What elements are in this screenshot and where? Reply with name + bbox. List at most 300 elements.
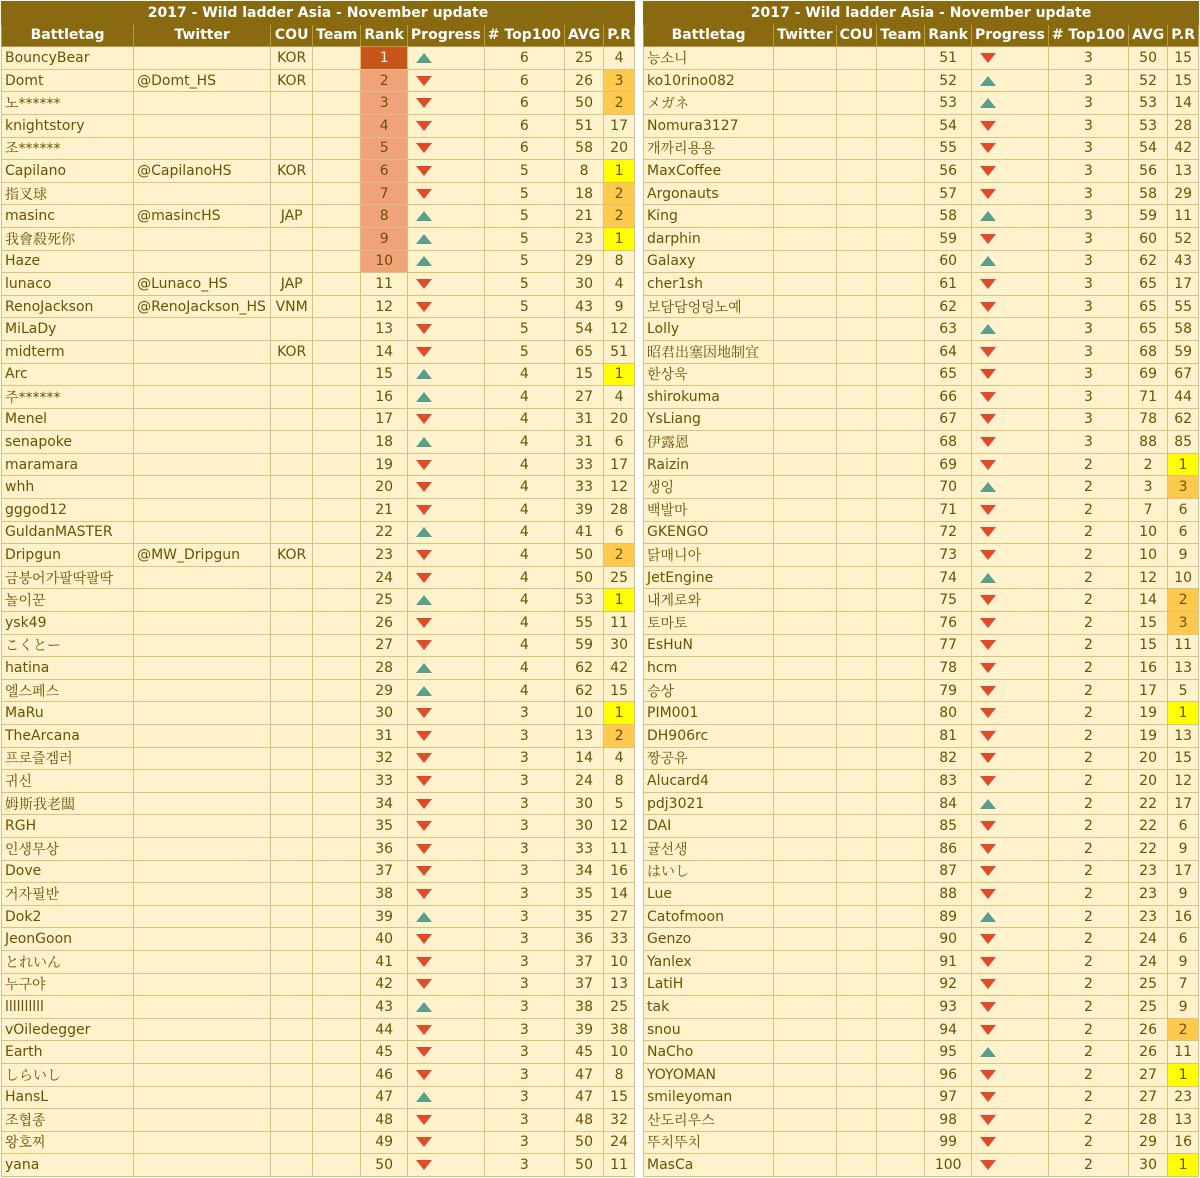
battletag-cell: Argonauts [644, 182, 774, 205]
triangle-down-icon [980, 505, 996, 515]
rank-cell: 82 [925, 747, 972, 770]
team-cell [877, 92, 925, 115]
triangle-down-icon [980, 279, 996, 289]
avg-cell: 19 [1128, 725, 1167, 748]
twitter-cell: @Lunaco_HS [134, 273, 271, 296]
progress-cell [971, 1109, 1048, 1132]
triangle-down-icon [980, 234, 996, 244]
table-body-right [644, 47, 1199, 1177]
country-cell: VNM [271, 295, 313, 318]
rank-cell: 13 [361, 318, 408, 341]
progress-cell [407, 905, 484, 928]
battletag-cell: knightstory [2, 114, 134, 137]
progress-cell [407, 92, 484, 115]
battletag-cell: senapoke [2, 431, 134, 454]
country-cell [271, 1131, 313, 1154]
team-cell [313, 47, 361, 70]
team-cell [313, 160, 361, 183]
battletag-cell: 귤선생 [644, 837, 774, 860]
top100-cell: 2 [1048, 521, 1128, 544]
battletag-cell: Dok2 [2, 905, 134, 928]
team-cell [877, 340, 925, 363]
country-cell [271, 815, 313, 838]
twitter-cell [134, 1041, 271, 1064]
progress-cell [407, 386, 484, 409]
twitter-cell [774, 725, 837, 748]
pr-cell: 62 [1168, 408, 1199, 431]
twitter-cell [134, 566, 271, 589]
column-header-rank: Rank [925, 24, 972, 47]
progress-cell [971, 453, 1048, 476]
table-row [644, 340, 1199, 363]
progress-cell [971, 318, 1048, 341]
battletag-cell: Galaxy [644, 250, 774, 273]
twitter-cell [134, 1109, 271, 1132]
twitter-cell [134, 860, 271, 883]
country-cell [836, 657, 877, 680]
avg-cell: 25 [564, 47, 603, 70]
table-row [2, 747, 635, 770]
team-cell [313, 589, 361, 612]
team-cell [877, 792, 925, 815]
battletag-cell: 뚜치뚜치 [644, 1131, 774, 1154]
progress-cell [407, 499, 484, 522]
country-cell [836, 815, 877, 838]
progress-cell [407, 205, 484, 228]
twitter-cell [134, 431, 271, 454]
rank-cell: 36 [361, 837, 408, 860]
pr-cell: 4 [604, 386, 635, 409]
team-cell [877, 160, 925, 183]
table-row [2, 815, 635, 838]
triangle-up-icon [416, 1002, 432, 1012]
table-row [2, 770, 635, 793]
table-row [2, 182, 635, 205]
top100-cell: 4 [484, 521, 564, 544]
progress-cell [971, 973, 1048, 996]
top100-cell: 4 [484, 431, 564, 454]
triangle-down-icon [980, 392, 996, 402]
battletag-cell: 토마토 [644, 612, 774, 635]
battletag-cell: MasCa [644, 1154, 774, 1177]
team-cell [313, 453, 361, 476]
triangle-up-icon [980, 256, 996, 266]
table-row [2, 792, 635, 815]
table-row [644, 860, 1199, 883]
table-row [2, 114, 635, 137]
triangle-down-icon [416, 708, 432, 718]
avg-cell: 33 [564, 837, 603, 860]
battletag-cell: YOYOMAN [644, 1063, 774, 1086]
country-cell [271, 182, 313, 205]
team-cell [877, 295, 925, 318]
rank-cell: 68 [925, 431, 972, 454]
battletag-cell: とれいん [2, 950, 134, 973]
twitter-cell [774, 92, 837, 115]
rank-cell: 29 [361, 679, 408, 702]
pr-cell: 13 [1168, 657, 1199, 680]
pr-cell: 8 [604, 1063, 635, 1086]
top100-cell: 3 [484, 1131, 564, 1154]
country-cell [836, 1109, 877, 1132]
battletag-cell: 닭매니아 [644, 544, 774, 567]
top100-cell: 3 [484, 860, 564, 883]
table-row [2, 295, 635, 318]
battletag-cell: pdj3021 [644, 792, 774, 815]
battletag-cell: 한상욱 [644, 363, 774, 386]
team-cell [313, 860, 361, 883]
pr-cell: 2 [604, 182, 635, 205]
rank-cell: 95 [925, 1041, 972, 1064]
column-header-pr: P.R [1168, 24, 1199, 47]
top100-cell: 2 [1048, 905, 1128, 928]
team-cell [313, 250, 361, 273]
pr-cell: 6 [604, 521, 635, 544]
avg-cell: 27 [564, 386, 603, 409]
battletag-cell: GKENGO [644, 521, 774, 544]
battletag-cell: smileyoman [644, 1086, 774, 1109]
pr-cell: 25 [604, 996, 635, 1019]
top100-cell: 4 [484, 634, 564, 657]
triangle-down-icon [980, 527, 996, 537]
rank-cell: 6 [361, 160, 408, 183]
avg-cell: 30 [1128, 1154, 1167, 1177]
triangle-down-icon [416, 1137, 432, 1147]
rank-cell: 63 [925, 318, 972, 341]
avg-cell: 26 [1128, 1018, 1167, 1041]
top100-cell: 2 [1048, 883, 1128, 906]
avg-cell: 53 [1128, 114, 1167, 137]
country-cell [836, 408, 877, 431]
pr-cell: 15 [1168, 47, 1199, 70]
country-cell [271, 453, 313, 476]
battletag-cell: snou [644, 1018, 774, 1041]
twitter-cell [134, 612, 271, 635]
team-cell [877, 815, 925, 838]
triangle-down-icon [980, 753, 996, 763]
country-cell [836, 1018, 877, 1041]
pr-cell: 44 [1168, 386, 1199, 409]
table-row [2, 160, 635, 183]
twitter-cell [774, 1109, 837, 1132]
team-cell [877, 634, 925, 657]
triangle-down-icon [416, 821, 432, 831]
avg-cell: 48 [564, 1109, 603, 1132]
team-cell [877, 747, 925, 770]
top100-cell: 4 [484, 363, 564, 386]
country-cell [836, 770, 877, 793]
pr-cell: 1 [604, 589, 635, 612]
twitter-cell [134, 657, 271, 680]
progress-cell [407, 69, 484, 92]
top100-cell: 4 [484, 544, 564, 567]
top100-cell: 3 [484, 973, 564, 996]
table-row [2, 363, 635, 386]
battletag-cell: Catofmoon [644, 905, 774, 928]
battletag-cell: 귀신 [2, 770, 134, 793]
rank-cell: 93 [925, 996, 972, 1019]
twitter-cell [774, 499, 837, 522]
rank-cell: 81 [925, 725, 972, 748]
progress-cell [407, 996, 484, 1019]
team-cell [877, 476, 925, 499]
battletag-cell: NaCho [644, 1041, 774, 1064]
top100-cell: 4 [484, 657, 564, 680]
country-cell [271, 1041, 313, 1064]
pr-cell: 52 [1168, 227, 1199, 250]
table-row [644, 114, 1199, 137]
progress-cell [407, 1154, 484, 1177]
top100-cell: 5 [484, 227, 564, 250]
country-cell [271, 657, 313, 680]
table-row [644, 996, 1199, 1019]
pr-cell: 17 [1168, 860, 1199, 883]
top100-cell: 5 [484, 205, 564, 228]
table-row [644, 747, 1199, 770]
progress-cell [407, 1131, 484, 1154]
table-row [644, 408, 1199, 431]
table-row [2, 476, 635, 499]
team-cell [313, 1041, 361, 1064]
triangle-up-icon [416, 392, 432, 402]
pr-cell: 11 [604, 837, 635, 860]
table-row [2, 1041, 635, 1064]
twitter-cell [774, 318, 837, 341]
progress-cell [971, 1041, 1048, 1064]
team-cell [877, 883, 925, 906]
rank-cell: 85 [925, 815, 972, 838]
twitter-cell [134, 318, 271, 341]
pr-cell: 1 [1168, 1154, 1199, 1177]
triangle-down-icon [980, 1160, 996, 1170]
rank-cell: 51 [925, 47, 972, 70]
table-row [644, 950, 1199, 973]
triangle-down-icon [416, 1160, 432, 1170]
triangle-up-icon [980, 98, 996, 108]
rank-cell: 75 [925, 589, 972, 612]
country-cell [271, 725, 313, 748]
pr-cell: 1 [604, 702, 635, 725]
twitter-cell [774, 612, 837, 635]
team-cell [877, 544, 925, 567]
triangle-up-icon [980, 912, 996, 922]
pr-cell: 4 [604, 747, 635, 770]
twitter-cell [774, 1063, 837, 1086]
team-cell [313, 408, 361, 431]
battletag-cell: Earth [2, 1041, 134, 1064]
table-row [2, 69, 635, 92]
progress-cell [971, 137, 1048, 160]
table-row [2, 386, 635, 409]
table-row [644, 657, 1199, 680]
progress-cell [407, 227, 484, 250]
avg-cell: 15 [564, 363, 603, 386]
avg-cell: 24 [1128, 928, 1167, 951]
battletag-cell: ko10rino082 [644, 69, 774, 92]
triangle-down-icon [980, 776, 996, 786]
pr-cell: 1 [604, 227, 635, 250]
avg-cell: 52 [1128, 69, 1167, 92]
pr-cell: 20 [604, 408, 635, 431]
pr-cell: 2 [604, 725, 635, 748]
country-cell [836, 725, 877, 748]
twitter-cell [774, 273, 837, 296]
ladder-table [1, 1, 635, 1177]
top100-cell: 4 [484, 499, 564, 522]
avg-cell: 7 [1128, 499, 1167, 522]
country-cell [271, 1063, 313, 1086]
avg-cell: 37 [564, 973, 603, 996]
progress-cell [971, 431, 1048, 454]
team-cell [877, 1018, 925, 1041]
rank-cell: 100 [925, 1154, 972, 1177]
top100-cell: 2 [1048, 1018, 1128, 1041]
progress-cell [971, 499, 1048, 522]
progress-cell [407, 182, 484, 205]
twitter-cell [774, 431, 837, 454]
team-cell [877, 386, 925, 409]
table-row [2, 860, 635, 883]
table-row [644, 499, 1199, 522]
pr-cell: 14 [604, 883, 635, 906]
country-cell [271, 996, 313, 1019]
team-cell [877, 453, 925, 476]
avg-cell: 54 [1128, 137, 1167, 160]
column-header-avg: AVG [1128, 24, 1167, 47]
avg-cell: 19 [1128, 702, 1167, 725]
top100-cell: 2 [1048, 1041, 1128, 1064]
battletag-cell: 놀이꾼 [2, 589, 134, 612]
table-row [644, 1086, 1199, 1109]
team-cell [313, 612, 361, 635]
twitter-cell [774, 476, 837, 499]
team-cell [877, 1131, 925, 1154]
battletag-cell: LatiH [644, 973, 774, 996]
triangle-up-icon [416, 437, 432, 447]
progress-cell [971, 1063, 1048, 1086]
twitter-cell [774, 770, 837, 793]
triangle-down-icon [416, 844, 432, 854]
avg-cell: 22 [1128, 837, 1167, 860]
triangle-down-icon [980, 934, 996, 944]
twitter-cell [134, 792, 271, 815]
pr-cell: 43 [1168, 250, 1199, 273]
pr-cell: 11 [604, 1154, 635, 1177]
progress-cell [971, 725, 1048, 748]
battletag-cell: メガネ [644, 92, 774, 115]
team-cell [877, 657, 925, 680]
top100-cell: 3 [1048, 47, 1128, 70]
progress-cell [407, 634, 484, 657]
pr-cell: 15 [604, 1086, 635, 1109]
triangle-down-icon [980, 437, 996, 447]
team-cell [877, 250, 925, 273]
country-cell [836, 386, 877, 409]
battletag-cell: Genzo [644, 928, 774, 951]
top100-cell: 3 [1048, 182, 1128, 205]
triangle-up-icon [980, 573, 996, 583]
country-cell [271, 883, 313, 906]
rank-cell: 79 [925, 679, 972, 702]
table-title: 2017 - Wild ladder Asia - November update [644, 2, 1199, 25]
battletag-cell: Nomura3127 [644, 114, 774, 137]
country-cell [271, 431, 313, 454]
twitter-cell [774, 996, 837, 1019]
team-cell [313, 114, 361, 137]
progress-cell [971, 928, 1048, 951]
twitter-cell [134, 725, 271, 748]
avg-cell: 23 [564, 227, 603, 250]
battletag-cell: Capilano [2, 160, 134, 183]
pr-cell: 13 [1168, 725, 1199, 748]
triangle-down-icon [416, 143, 432, 153]
top100-cell: 4 [484, 453, 564, 476]
top100-cell: 2 [1048, 499, 1128, 522]
top100-cell: 2 [1048, 612, 1128, 635]
team-cell [877, 182, 925, 205]
pr-cell: 32 [604, 1109, 635, 1132]
battletag-cell: yana [2, 1154, 134, 1177]
avg-cell: 2 [1128, 453, 1167, 476]
rank-cell: 58 [925, 205, 972, 228]
triangle-up-icon [980, 482, 996, 492]
pr-cell: 10 [604, 950, 635, 973]
country-cell [271, 747, 313, 770]
rank-cell: 45 [361, 1041, 408, 1064]
team-cell [877, 1086, 925, 1109]
top100-cell: 2 [1048, 1063, 1128, 1086]
rank-cell: 24 [361, 566, 408, 589]
top100-cell: 2 [1048, 544, 1128, 567]
top100-cell: 3 [1048, 431, 1128, 454]
rank-cell: 26 [361, 612, 408, 635]
twitter-cell [134, 453, 271, 476]
avg-cell: 12 [1128, 566, 1167, 589]
triangle-down-icon [416, 121, 432, 131]
top100-cell: 3 [484, 837, 564, 860]
avg-cell: 50 [564, 566, 603, 589]
progress-cell [971, 837, 1048, 860]
battletag-cell: lunaco [2, 273, 134, 296]
pr-cell: 15 [1168, 747, 1199, 770]
avg-cell: 65 [1128, 318, 1167, 341]
avg-cell: 60 [1128, 227, 1167, 250]
progress-cell [407, 273, 484, 296]
twitter-cell [774, 928, 837, 951]
battletag-cell: 백발마 [644, 499, 774, 522]
team-cell [313, 928, 361, 951]
rank-cell: 11 [361, 273, 408, 296]
rank-cell: 42 [361, 973, 408, 996]
country-cell [836, 114, 877, 137]
top100-cell: 4 [484, 408, 564, 431]
column-header-rank: Rank [361, 24, 408, 47]
table-row [644, 476, 1199, 499]
table-row [644, 544, 1199, 567]
column-header-battletag: Battletag [2, 24, 134, 47]
rank-cell: 27 [361, 634, 408, 657]
battletag-cell: DAI [644, 815, 774, 838]
table-row [644, 227, 1199, 250]
rank-cell: 33 [361, 770, 408, 793]
pr-cell: 15 [1168, 69, 1199, 92]
country-cell [836, 837, 877, 860]
avg-cell: 14 [1128, 589, 1167, 612]
country-cell [836, 612, 877, 635]
progress-cell [407, 725, 484, 748]
top100-cell: 4 [484, 612, 564, 635]
pr-cell: 17 [1168, 273, 1199, 296]
